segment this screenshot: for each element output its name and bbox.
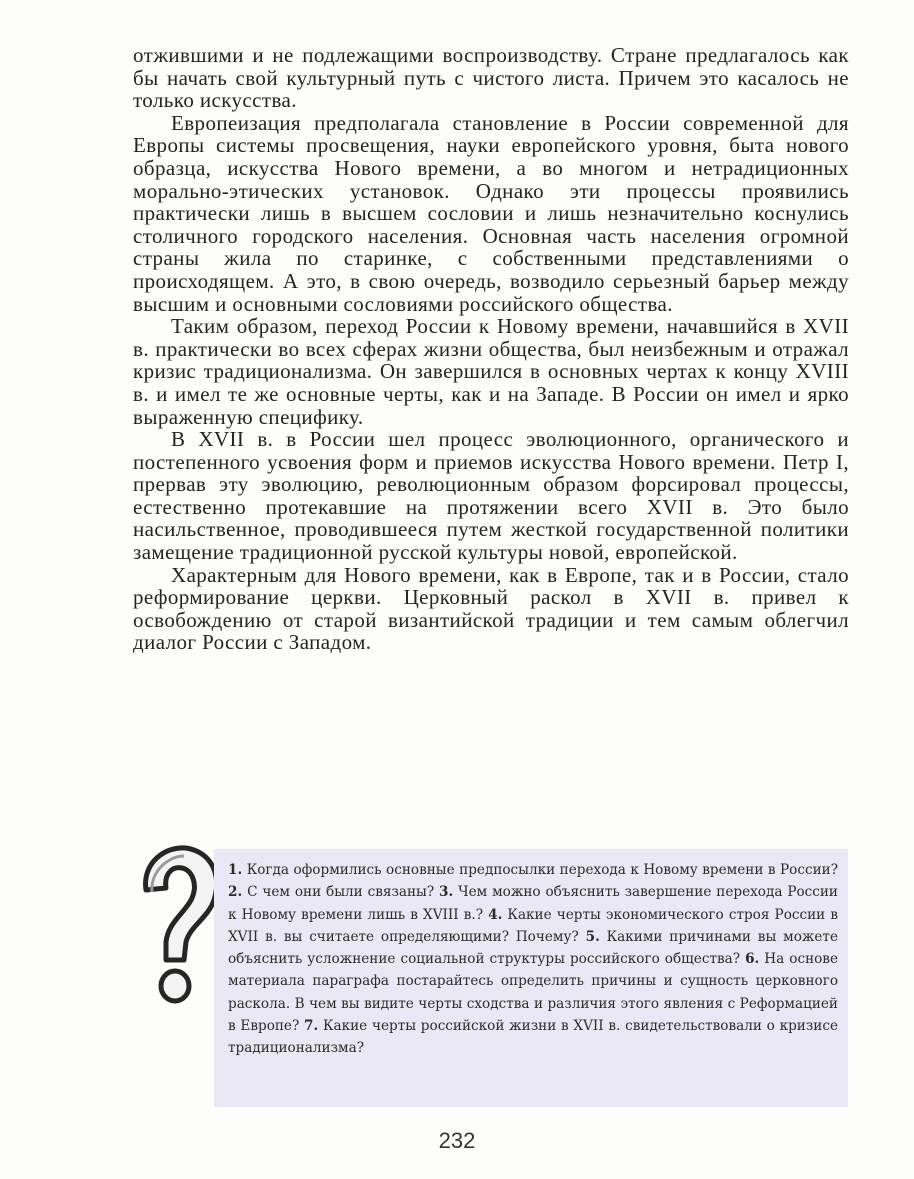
question-text: Какие черты российской жизни в XVII в. свидетельствовали о кризисе традиционализма? [228, 1018, 838, 1057]
question-text: С чем они были связаны? [242, 884, 440, 901]
review-questions-box [214, 849, 848, 1107]
question-number: 4. [488, 906, 503, 923]
paragraph: Европеизация предполагала становление в России современной для Европы системы просвещения, науки европейского уровня, быта нового образца, искусства Нового времени, а во многом и нетрадиционных морально-этических установок. Однако эти процессы проявились практически лишь в высшем сословии и лишь незначительно коснулись столичного городского населения. Основная часть населения огромной страны жила по старинке, с собственными представлениями о происходящем. А это, в свою очередь, возводило серьезный барьер между высшим и основными сословиями российского общества. [133, 110, 849, 316]
question-text: На основе материала параграфа постарайтесь определить причины и сущность церковного раскола. В чем вы видите черты сходства и различия этого явления с Реформацией в Европе? [228, 951, 839, 1035]
question-text: Чем можно объяснить завершение перехода России к Новому времени лишь в XVIII в.? [228, 884, 838, 923]
question-number: 3. [439, 884, 454, 901]
page-number: 232 [438, 1128, 476, 1153]
paragraph: Таким образом, переход России к Новому времени, начавшийся в XVII в. практически во всех сферах жизни общества, был неизбежным и отражал кризис традиционализма. Он завершился в основных чертах к концу XVIII в. и имел те же основные черты, как и на Западе. В России он имел и ярко выраженную специфику. [133, 314, 849, 429]
main-text [133, 44, 849, 654]
paragraph: отжившими и не подлежащими воспроизводству. Стране предлагалось как бы начать свой культурный путь с чистого листа. Причем это касалось не только искусства. [133, 43, 849, 113]
paragraph: В XVII в. в России шел процесс эволюционного, органического и постепенного усвоения форм и приемов искусства Нового времени. Петр I, прервав эту эволюцию, революционным образом форсировал процессы, естественно протекавшие на протяжении всего XVII в. Это было насильственное, проводившееся путем жесткой государственной политики замещение традиционной русской культуры новой, европейской. [133, 427, 849, 565]
paragraph: Характерным для Нового времени, как в Европе, так и в России, стало реформирование церкви. Церковный раскол в XVII в. привел к освобождению от старой византийской традиции и тем самым облегчил диалог России с Западом. [133, 562, 849, 655]
question-number: 5. [585, 928, 600, 945]
question-number: 6. [745, 951, 760, 968]
question-mark-icon [132, 842, 224, 1012]
question-text: Какими причинами вы можете объяснить усложнение социальной структуры российского общества? [228, 928, 838, 968]
question-number: 1. [228, 862, 243, 878]
question-number: 7. [304, 1018, 319, 1035]
question-text: Какие черты экономического строя России в XVII в. вы считаете определяющими? Почему? [228, 906, 838, 945]
question-number: 2. [228, 884, 243, 901]
question-text: Когда оформились основные предпосылки перехода к Новому времени в России? [242, 862, 838, 878]
